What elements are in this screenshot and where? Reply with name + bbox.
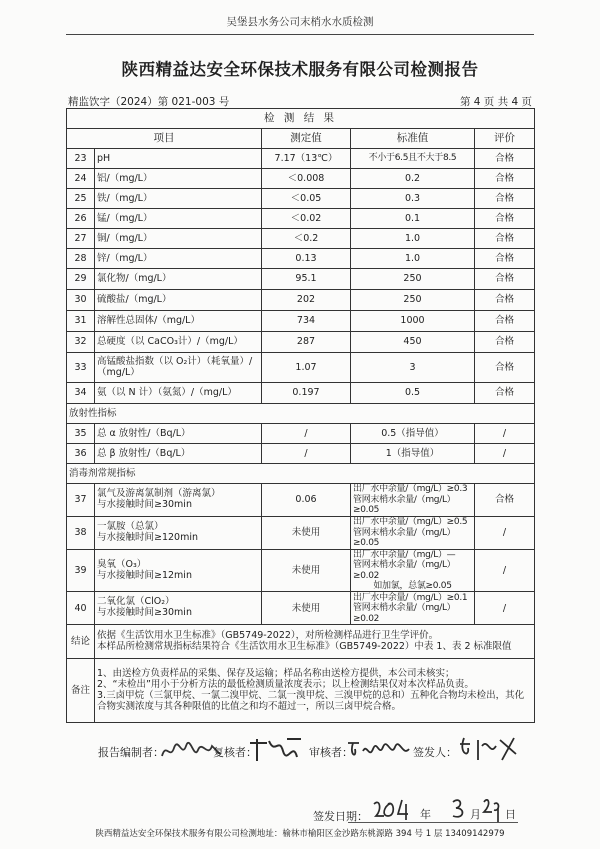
row-standard: 250 [351, 269, 475, 290]
row-evaluation: / [475, 592, 535, 625]
row-measured: 287 [262, 332, 351, 353]
row-measured: 95.1 [262, 269, 351, 290]
table-row [67, 209, 535, 229]
row-item: 氨（以 N 计）（氨氮）/（mg/L） [95, 383, 262, 404]
header-row [67, 129, 535, 149]
row-standard: 0.3 [351, 189, 475, 209]
row-measured: / [262, 444, 351, 464]
section-title: 检 测 结 果 [67, 109, 535, 129]
compiler-label: 报告编制者： [98, 746, 164, 759]
results-rows-radioactivity [67, 424, 535, 464]
table-row [67, 249, 535, 269]
table-row [67, 550, 535, 592]
row-evaluation: 合格 [475, 383, 535, 404]
row-item [95, 517, 262, 550]
notes-label: 备注 [67, 659, 95, 723]
table-row [67, 149, 535, 169]
row-item-line: 一氯胺（总氯） [97, 521, 164, 533]
row-standard [351, 484, 475, 517]
table-row [67, 383, 535, 404]
row-number: 35 [67, 424, 95, 444]
table-row [67, 353, 535, 383]
row-measured: / [262, 424, 351, 444]
row-evaluation: 合格 [475, 149, 535, 169]
header-standard: 标准值 [351, 129, 475, 149]
row-item: 总硬度（以 CaCO₃计）/（mg/L） [95, 332, 262, 353]
page-info: 第 4 页 共 4 页 [459, 96, 532, 108]
row-standard: 1（指导值） [351, 444, 475, 464]
row-evaluation: 合格 [475, 290, 535, 311]
auditor-signature [345, 737, 411, 767]
row-item: 铝/（mg/L） [95, 169, 262, 189]
row-evaluation: 合格 [475, 311, 535, 332]
row-number: 25 [67, 189, 95, 209]
page-header: 吴堡县水务公司末梢水水质检测 [226, 16, 374, 28]
row-evaluation: 合格 [475, 249, 535, 269]
row-standard-line: 管网末梢水余量/（mg/L）≥0.05 [353, 527, 456, 549]
report-number: 精监饮字（2024）第 021-003 号 [68, 96, 230, 108]
row-number: 26 [67, 209, 95, 229]
row-measured: 202 [262, 290, 351, 311]
row-evaluation: 合格 [475, 189, 535, 209]
row-standard-line: 出厂水中余量/（mg/L）≥0.1 [353, 592, 468, 603]
row-item: 铜/（mg/L） [95, 229, 262, 249]
conclusion-row [67, 625, 535, 659]
row-measured: 未使用 [262, 592, 351, 625]
row-item: pH [95, 149, 262, 169]
row-number: 37 [67, 484, 95, 517]
row-number: 34 [67, 383, 95, 404]
row-number: 38 [67, 517, 95, 550]
row-evaluation: / [475, 517, 535, 550]
row-number: 30 [67, 290, 95, 311]
row-item: 硫酸盐/（mg/L） [95, 290, 262, 311]
table-row [67, 484, 535, 517]
table-row [67, 229, 535, 249]
header-measured: 测定值 [262, 129, 351, 149]
table-row [67, 592, 535, 625]
row-measured: 0.197 [262, 383, 351, 404]
table-row [67, 269, 535, 290]
issuer-signature [456, 734, 520, 768]
row-item: 氯化物/（mg/L） [95, 269, 262, 290]
row-measured: ＜0.2 [262, 229, 351, 249]
row-measured: 0.13 [262, 249, 351, 269]
row-evaluation: 合格 [475, 484, 535, 517]
date-day-label: 日 [505, 808, 516, 821]
row-number: 24 [67, 169, 95, 189]
conclusion-line-2: 本样品所检测常规指标结果符合《生活饮用水卫生标准》（GB5749-2022）中表 1、表 2 标准限值 [97, 640, 512, 652]
row-item-line: 氯气及游离氯制剂（游离氯） [97, 488, 221, 500]
row-number: 32 [67, 332, 95, 353]
row-evaluation: 合格 [475, 332, 535, 353]
row-standard: 0.2 [351, 169, 475, 189]
table-row [67, 444, 535, 464]
row-standard: 250 [351, 290, 475, 311]
row-measured: 734 [262, 311, 351, 332]
row-item: 高锰酸盐指数（以 O₂计）（耗氧量）/（mg/L） [95, 353, 262, 383]
results-table [66, 108, 535, 723]
row-evaluation: / [475, 424, 535, 444]
row-item: 锰/（mg/L） [95, 209, 262, 229]
row-standard: 1.0 [351, 229, 475, 249]
row-item [95, 592, 262, 625]
row-standard: 450 [351, 332, 475, 353]
row-measured: 未使用 [262, 517, 351, 550]
row-item: 总 β 放射性/（Bq/L） [95, 444, 262, 464]
row-item-line: 与水接触时间≥30min [97, 607, 192, 619]
row-evaluation: 合格 [475, 229, 535, 249]
row-evaluation: 合格 [475, 353, 535, 383]
report-title: 陕西精益达安全环保技术服务有限公司检测报告 [121, 60, 479, 79]
row-number: 40 [67, 592, 95, 625]
row-evaluation: 合格 [475, 269, 535, 290]
table-row [67, 332, 535, 353]
row-standard [351, 550, 475, 592]
row-number: 31 [67, 311, 95, 332]
row-number: 39 [67, 550, 95, 592]
note-3: 3.三卤甲烷（三氯甲烷、一氯二溴甲烷、二氯一溴甲烷、三溴甲烷的总和）五种化合物均未检出，其化合物实测浓度与其各种限值的比值之和均不超过一，所以三卤甲烷合格。 [97, 689, 525, 712]
row-item: 溶解性总固体/（mg/L） [95, 311, 262, 332]
sign-date-underline [348, 822, 518, 823]
row-measured: ＜0.02 [262, 209, 351, 229]
row-item: 锌/（mg/L） [95, 249, 262, 269]
row-number: 28 [67, 249, 95, 269]
row-item-line: 与水接触时间≥120min [97, 532, 199, 543]
table-row [67, 424, 535, 444]
header-evaluation: 评价 [475, 129, 535, 149]
row-measured: 1.07 [262, 353, 351, 383]
row-standard: 1000 [351, 311, 475, 332]
row-standard-line: 出厂水中余量/（mg/L）— [353, 550, 456, 560]
issuer-label: 签发人： [413, 746, 457, 759]
row-number: 29 [67, 269, 95, 290]
row-evaluation: 合格 [475, 209, 535, 229]
row-standard: 3 [351, 353, 475, 383]
row-standard: 0.5（指导值） [351, 424, 475, 444]
row-standard: 0.1 [351, 209, 475, 229]
row-standard-line: 如加氯，总氯≥0.05 [373, 581, 452, 592]
footer-address: 陕西精益达安全环保技术服务有限公司检测地址：榆林市榆阳区金沙路东桃源路 394 号 1 层 13409142979 [95, 829, 505, 839]
radioactivity-title: 放射性指标 [67, 404, 535, 424]
row-number: 33 [67, 353, 95, 383]
conclusion-text [95, 625, 535, 659]
row-standard-line: 管网末梢水余量/（mg/L）≥0.02 [353, 560, 456, 581]
row-measured: ＜0.008 [262, 169, 351, 189]
row-evaluation: / [475, 550, 535, 592]
disinfectant-section-row [67, 464, 535, 484]
row-item: 铁/（mg/L） [95, 189, 262, 209]
row-measured: ＜0.05 [262, 189, 351, 209]
notes-row [67, 659, 535, 723]
radioactivity-section-row [67, 404, 535, 424]
row-measured: 未使用 [262, 550, 351, 592]
row-evaluation: 合格 [475, 169, 535, 189]
results-rows-disinfectant [67, 484, 535, 625]
row-item [95, 484, 262, 517]
row-standard-line: 出厂水中余量/（mg/L）≥0.5 [353, 517, 468, 528]
row-item-line: 二氧化氯（ClO₂） [97, 596, 175, 608]
sign-date-label: 签发日期： [313, 810, 368, 823]
note-2: 2、“未检出”用小于分析方法的最低检测质量浓度表示；以上检测结果仅对本次样品负责。 [97, 678, 474, 690]
row-standard: 0.5 [351, 383, 475, 404]
row-number: 23 [67, 149, 95, 169]
row-number: 36 [67, 444, 95, 464]
row-standard [351, 517, 475, 550]
results-rows-general [67, 149, 535, 404]
reviewer-label: 复核者： [213, 746, 257, 759]
row-evaluation: / [475, 444, 535, 464]
table-row [67, 169, 535, 189]
row-standard-line: 管网末梢水余量/（mg/L）≥0.05 [353, 494, 456, 516]
row-measured: 0.06 [262, 484, 351, 517]
header-divider [66, 34, 534, 35]
date-month-label: 月 [470, 808, 481, 821]
row-item-line: 臭氧（O₃） [97, 558, 147, 570]
conclusion-line-1: 依据《生活饮用水卫生标准》（GB5749-2022），对所检测样品进行卫生学评价。 [97, 629, 439, 641]
row-standard: 不小于6.5且不大于8.5 [351, 149, 475, 169]
date-year-label: 年 [420, 808, 431, 821]
table-row [67, 290, 535, 311]
auditor-label: 审核者： [309, 746, 353, 759]
row-standard: 1.0 [351, 249, 475, 269]
row-measured: 7.17（13℃） [262, 149, 351, 169]
row-item-line: 与水接触时间≥12min [97, 569, 192, 581]
note-1: 1、由送检方负责样品的采集、保存及运输；样品名称由送检方提供，本公司未核实； [97, 668, 455, 680]
section-title-row [67, 109, 535, 129]
reviewer-signature [247, 735, 305, 769]
table-row [67, 517, 535, 550]
row-item [95, 550, 262, 592]
row-standard-line: 管网末梢水余量/（mg/L）≥0.02 [353, 603, 456, 624]
table-row [67, 311, 535, 332]
row-standard-line: 出厂水中余量/（mg/L）≥0.3 [353, 484, 468, 495]
header-item: 项目 [67, 129, 262, 149]
table-row [67, 189, 535, 209]
row-item-line: 与水接触时间≥30min [97, 499, 192, 510]
notes-text [95, 659, 535, 723]
disinfectant-title: 消毒剂常规指标 [67, 464, 535, 484]
row-number: 27 [67, 229, 95, 249]
row-item: 总 α 放射性/（Bq/L） [95, 424, 262, 444]
conclusion-label: 结论 [67, 625, 95, 659]
row-standard [351, 592, 475, 625]
